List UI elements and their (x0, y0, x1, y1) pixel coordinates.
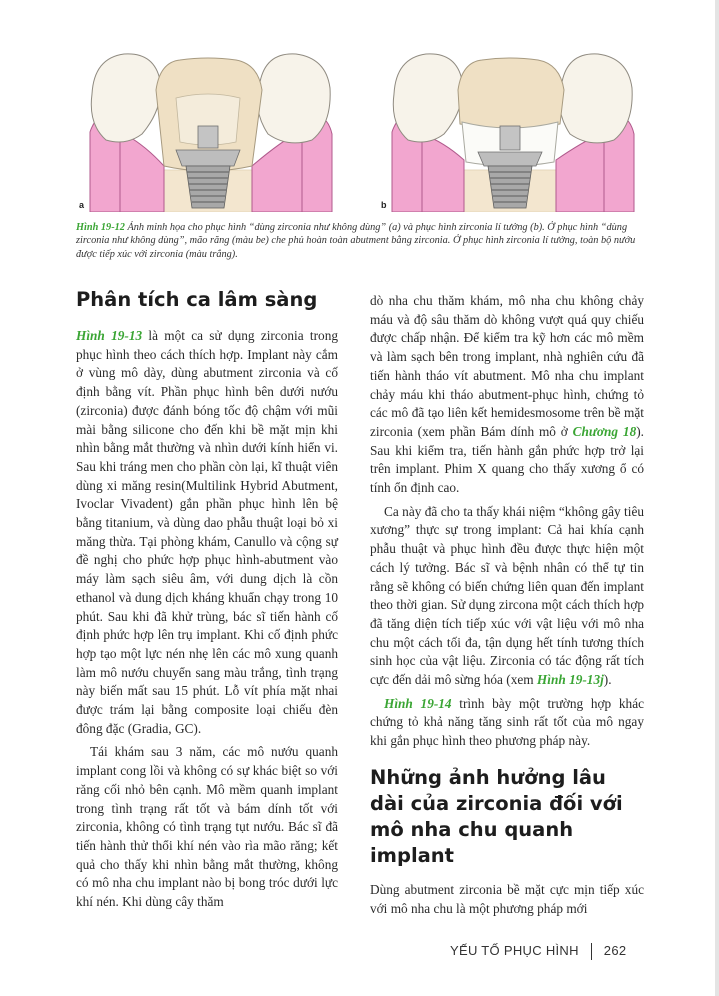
running-title: YẾU TỐ PHỤC HÌNH (450, 943, 579, 958)
paragraph-text: trình bày một trường hợp khác chứng tỏ khả năng tăng sinh rất tốt của mô ngay khi gắn phục hình theo phương pháp này. (370, 695, 644, 749)
page-footer (450, 943, 626, 960)
right-column (370, 292, 644, 918)
panel-label-a: a (79, 200, 85, 210)
caption-figure-ref: Hình 19-12 (76, 222, 125, 233)
figure-panel-b (378, 42, 646, 212)
figure-caption (76, 221, 651, 261)
paragraph-text: Ca này đã cho ta thấy khái niệm “không gây tiêu xương” thực sự trong implant: Cả hai khía cạnh phẫu thuật và phục hình đều được thực hiện một cách lý tưởng. Bác sĩ và bệnh nhân có thể tự tin rằng sẽ không có biến chứng liên quan đến implant theo thời gian. Sử dụng zircona một cách thích hợp đã tăng diện tích tiếp xúc với vật liệu với mô nha chu một cách tối đa, tận dụng hết tính tương thích sinh học của vật liệu. Zirconia có tác động rất tích cực đến dải mô sừng hóa (xem (370, 503, 644, 688)
paragraph-text: ). (603, 672, 612, 688)
left-column (76, 287, 338, 912)
paragraph (76, 743, 338, 911)
paragraph (370, 503, 644, 690)
footer-divider (591, 943, 592, 960)
paragraph-text: Tái khám sau 3 năm, các mô nướu quanh implant cong lồi và không có sự khác biệt so với răng cối nhỏ bên cạnh. Mô mềm quanh implant trong tình trạng rất tốt và bám dính tốt với zirconia, không có tình trạng tụt nướu. Bác sĩ đã tiến hành thử thổi khí nén vào rìa mão răng; kết quả cho thấy khi nhìn bằng mắt thường, không có mô nha chu implant nào bị bong tróc dưới lực khí nén. Khi dùng cây thăm (76, 744, 338, 910)
paragraph-text: Dùng abutment zirconia bề mặt cực mịn tiếp xúc với mô nha chu là một phương pháp mới (370, 881, 644, 916)
figure-19-12 (76, 42, 646, 212)
page-number: 262 (603, 943, 627, 958)
paragraph (370, 695, 644, 751)
paragraph-text: dò nha chu thăm khám, mô nha chu không chảy máu và độ sâu thăm dò không vượt quá quy chiếu được chấp nhận. Để kiểm tra kỹ hơn các mô mềm và làm sạch bên trong implant, nhà nghiên cứu đã tiến hành tháo vít abutment. Mô nha chu implant chảy máu khi tháo abutment-phục hình, chứng tỏ các mô đã tạo liên kết hemidesmosome trên bề mặt zirconia (xem phần Bám dính mô ở (370, 293, 644, 439)
paragraph-text: là một ca sử dụng zirconia trong phục hình theo cách thích hợp. Implant này cắm ở vùng mô dày, dùng abutment zirconia và cố định bằng vít. Phần phục hình bên dưới nướu (zirconia) được đánh bóng tốc độ chậm với mũi mài bằng silicone cho đến khi bề mặt mịn khi nhìn bằng mắt thường và nhìn dưới kính hiển vi. Sau khi tráng men cho phần còn lại, kĩ thuật viên dùng xi măng resin(Multilink Hybrid Abutment, Ivoclar Vivadent) gắn phần phục hình lên bệ bằng titanium, và dùng dao phẫu thuật loại bỏ xi măng thừa. Tại phòng khám, Canullo và cộng sự đề nghị cho phức hợp phục hình-abutment vào máy làm sạch siêu âm, với dung dịch là cồn ethanol và dung dịch kháng khuẩn chạy trong 10 phút. Sau khi đã khử trùng, bác sĩ tiến hành cố định phức hợp lên trụ implant. Khi cố định phức hợp tạo một lực nén nhẹ lên các mô xung quanh làm mô nướu chuyển sang màu trắng, tình trạng này biến mất sau 15 phút. Lỗ vít phía mặt nhai được trám lại bằng composite loại chiếu đèn đông đặc (Gradia, GC). (76, 328, 338, 736)
figure-link-19-14[interactable]: Hình 19-14 (384, 695, 452, 711)
paragraph (370, 292, 644, 498)
caption-text: Ảnh minh họa cho phục hình “dùng zirconia như không dùng” (a) và phục hình zirconia lí tưởng (b). Ở phục hình “dùng zirconia như không dùng”, mão răng (màu be) che phủ hoàn toàn abutment bằng zirconia. Ở phục hình zirconia lí tưởng, toàn bộ nướu được tiếp xúc với zirconia (màu trắng). (76, 222, 636, 260)
section-heading-case-analysis: Phân tích ca lâm sàng (76, 288, 318, 311)
figure-panel-a (76, 42, 344, 212)
figure-link-19-13[interactable]: Hình 19-13 (76, 328, 143, 343)
paragraph (370, 881, 644, 918)
section-heading-long-term-effects: Những ảnh hưởng lâu dài của zirconia đối với mô nha chu quanh implant (370, 765, 623, 867)
figure-link-19-13j[interactable]: Hình 19-13j (536, 672, 604, 688)
paragraph-text: ). Sau khi kiểm tra, tiến hành gắn phức hợp trở lại trên implant. Phim X quang cho thấy xương ổ có tính ổn định cao. (370, 423, 644, 496)
implant-illustration-a (76, 42, 344, 212)
chapter-link-18[interactable]: Chương 18 (572, 423, 637, 439)
panel-label-b: b (381, 200, 387, 210)
paragraph (76, 327, 338, 738)
page-edge (715, 0, 719, 996)
implant-illustration-b (378, 42, 646, 212)
